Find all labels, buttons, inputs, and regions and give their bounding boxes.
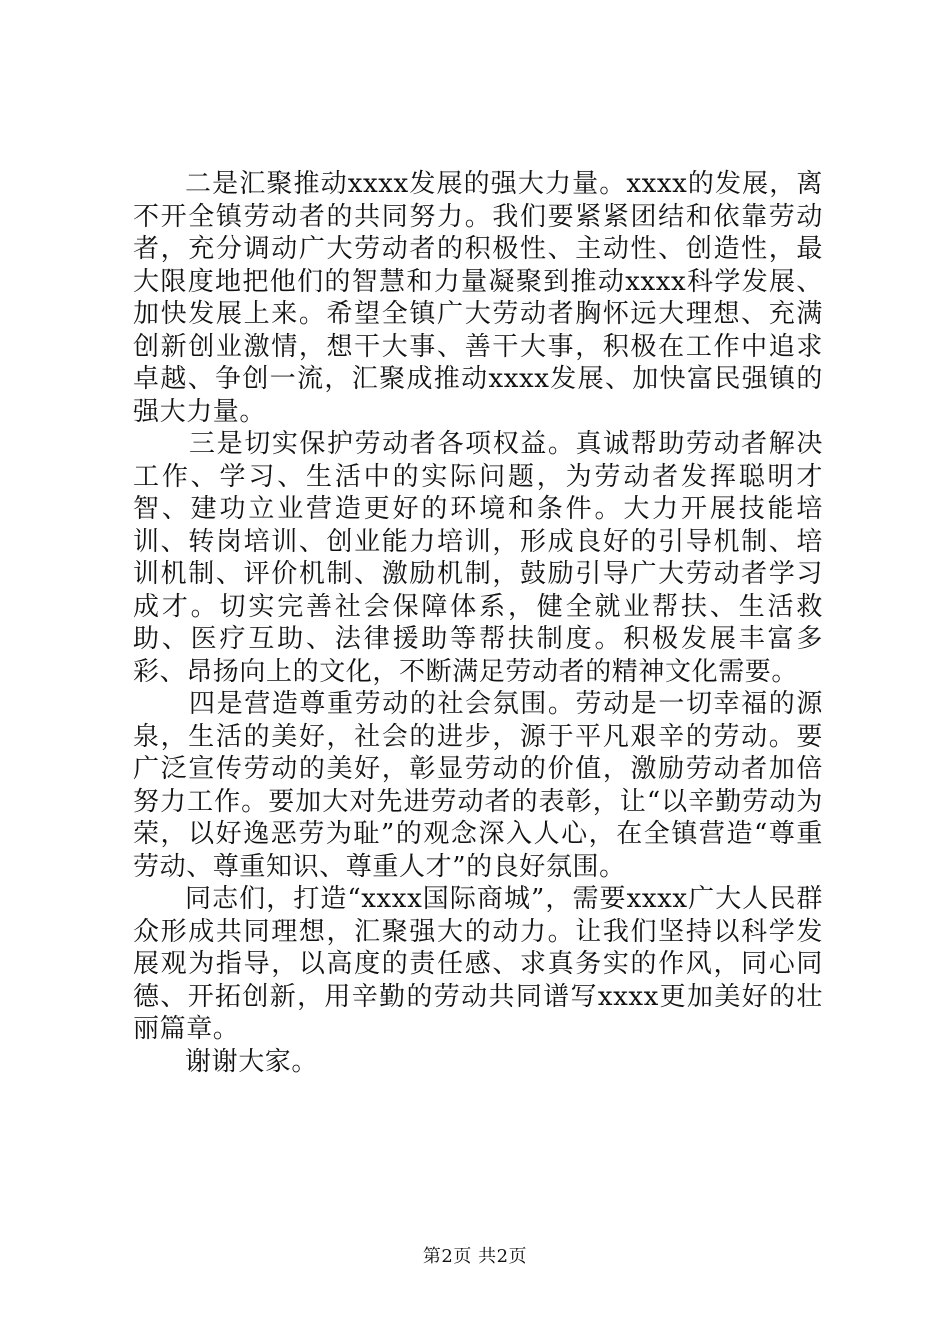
- paragraph-closing-comrades: 同志们，打造“xxxx国际商城”，需要xxxx广大人民群众形成共同理想，汇聚强大的动力。让我们坚持以科学发展观为指导，以高度的责任感、求真务实的作风，同心同德、开拓创新，用辛勤的劳动共同谱写xxxx更加美好的壮丽篇章。: [133, 884, 823, 1044]
- paragraph-thanks: 谢谢大家。: [185, 1046, 319, 1077]
- document-body: [133, 168, 823, 1078]
- paragraph-4-atmosphere: 四是营造尊重劳动的社会氛围。劳动是一切幸福的源泉，生活的美好，社会的进步，源于平凡艰辛的劳动。要广泛宣传劳动的美好，彰显劳动的价值，激励劳动者加倍努力工作。要加大对先进劳动者的表彰，让“以辛勤劳动为荣，以好逸恶劳为耻”的观念深入人心，在全镇营造“尊重劳动、尊重知识、尊重人才”的良好氛围。: [133, 689, 823, 882]
- paragraph-2-strength: 二是汇聚推动xxxx发展的强大力量。xxxx的发展，离不开全镇劳动者的共同努力。我们要紧紧团结和依靠劳动者，充分调动广大劳动者的积极性、主动性、创造性，最大限度地把他们的智慧和力量凝聚到推动xxxx科学发展、加快发展上来。希望全镇广大劳动者胸怀远大理想、充满创新创业激情，想干大事、善干大事，积极在工作中追求卓越、争创一流，汇聚成推动xxxx发展、加快富民强镇的强大力量。: [133, 169, 823, 427]
- paragraph-3-rights: 三是切实保护劳动者各项权益。真诚帮助劳动者解决工作、学习、生活中的实际问题，为劳动者发挥聪明才智、建功立业营造更好的环境和条件。大力开展技能培训、转岗培训、创业能力培训，形成良好的引导机制、培训机制、评价机制、激励机制，鼓励引导广大劳动者学习成才。切实完善社会保障体系，健全就业帮扶、生活救助、医疗互助、法律援助等帮扶制度。积极发展丰富多彩、昂扬向上的文化，不断满足劳动者的精神文化需要。: [133, 429, 823, 687]
- page-number-footer: 第2页 共2页: [422, 1246, 528, 1267]
